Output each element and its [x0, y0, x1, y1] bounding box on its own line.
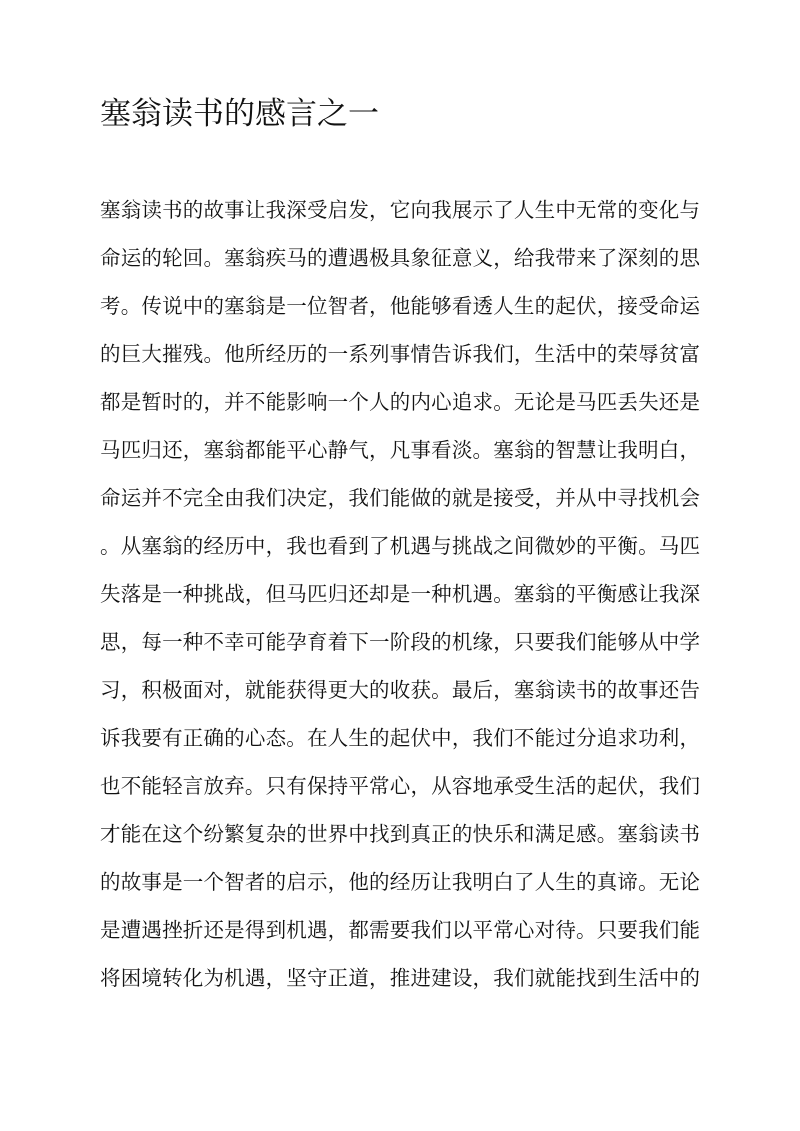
body-line: 失落是一种挑战，但马匹归还却是一种机遇。塞翁的平衡感让我深: [100, 582, 700, 606]
body-line: 诉我要有正确的心态。在人生的起伏中，我们不能过分追求功利，: [100, 726, 700, 750]
body-line: 考。传说中的塞翁是一位智者，他能够看透人生的起伏，接受命运: [100, 294, 700, 318]
document-body: [100, 186, 700, 1002]
body-line: 马匹归还，塞翁都能平心静气，凡事看淡。塞翁的智慧让我明白，: [100, 438, 700, 462]
body-line: 。从塞翁的经历中，我也看到了机遇与挑战之间微妙的平衡。马匹: [100, 534, 700, 558]
body-line: 的故事是一个智者的启示，他的经历让我明白了人生的真谛。无论: [100, 870, 700, 894]
body-line: 塞翁读书的故事让我深受启发，它向我展示了人生中无常的变化与: [100, 198, 700, 222]
body-line: 也不能轻言放弃。只有保持平常心，从容地承受生活的起伏，我们: [100, 774, 700, 798]
body-line: 命运的轮回。塞翁疾马的遭遇极具象征意义，给我带来了深刻的思: [100, 246, 700, 270]
body-line: 将困境转化为机遇，坚守正道，推进建设，我们就能找到生活中的: [100, 966, 700, 990]
body-line: 的巨大摧残。他所经历的一系列事情告诉我们，生活中的荣辱贫富: [100, 342, 700, 366]
body-line: 习，积极面对，就能获得更大的收获。最后，塞翁读书的故事还告: [100, 678, 700, 702]
body-line: 都是暂时的，并不能影响一个人的内心追求。无论是马匹丢失还是: [100, 390, 700, 414]
body-line: 思，每一种不幸可能孕育着下一阶段的机缘，只要我们能够从中学: [100, 630, 700, 654]
body-line: 才能在这个纷繁复杂的世界中找到真正的快乐和满足感。塞翁读书: [100, 822, 700, 846]
body-line: 是遭遇挫折还是得到机遇，都需要我们以平常心对待。只要我们能: [100, 918, 700, 942]
body-line: 命运并不完全由我们决定，我们能做的就是接受，并从中寻找机会: [100, 486, 700, 510]
document-title: 塞翁读书的感言之一: [100, 96, 379, 132]
